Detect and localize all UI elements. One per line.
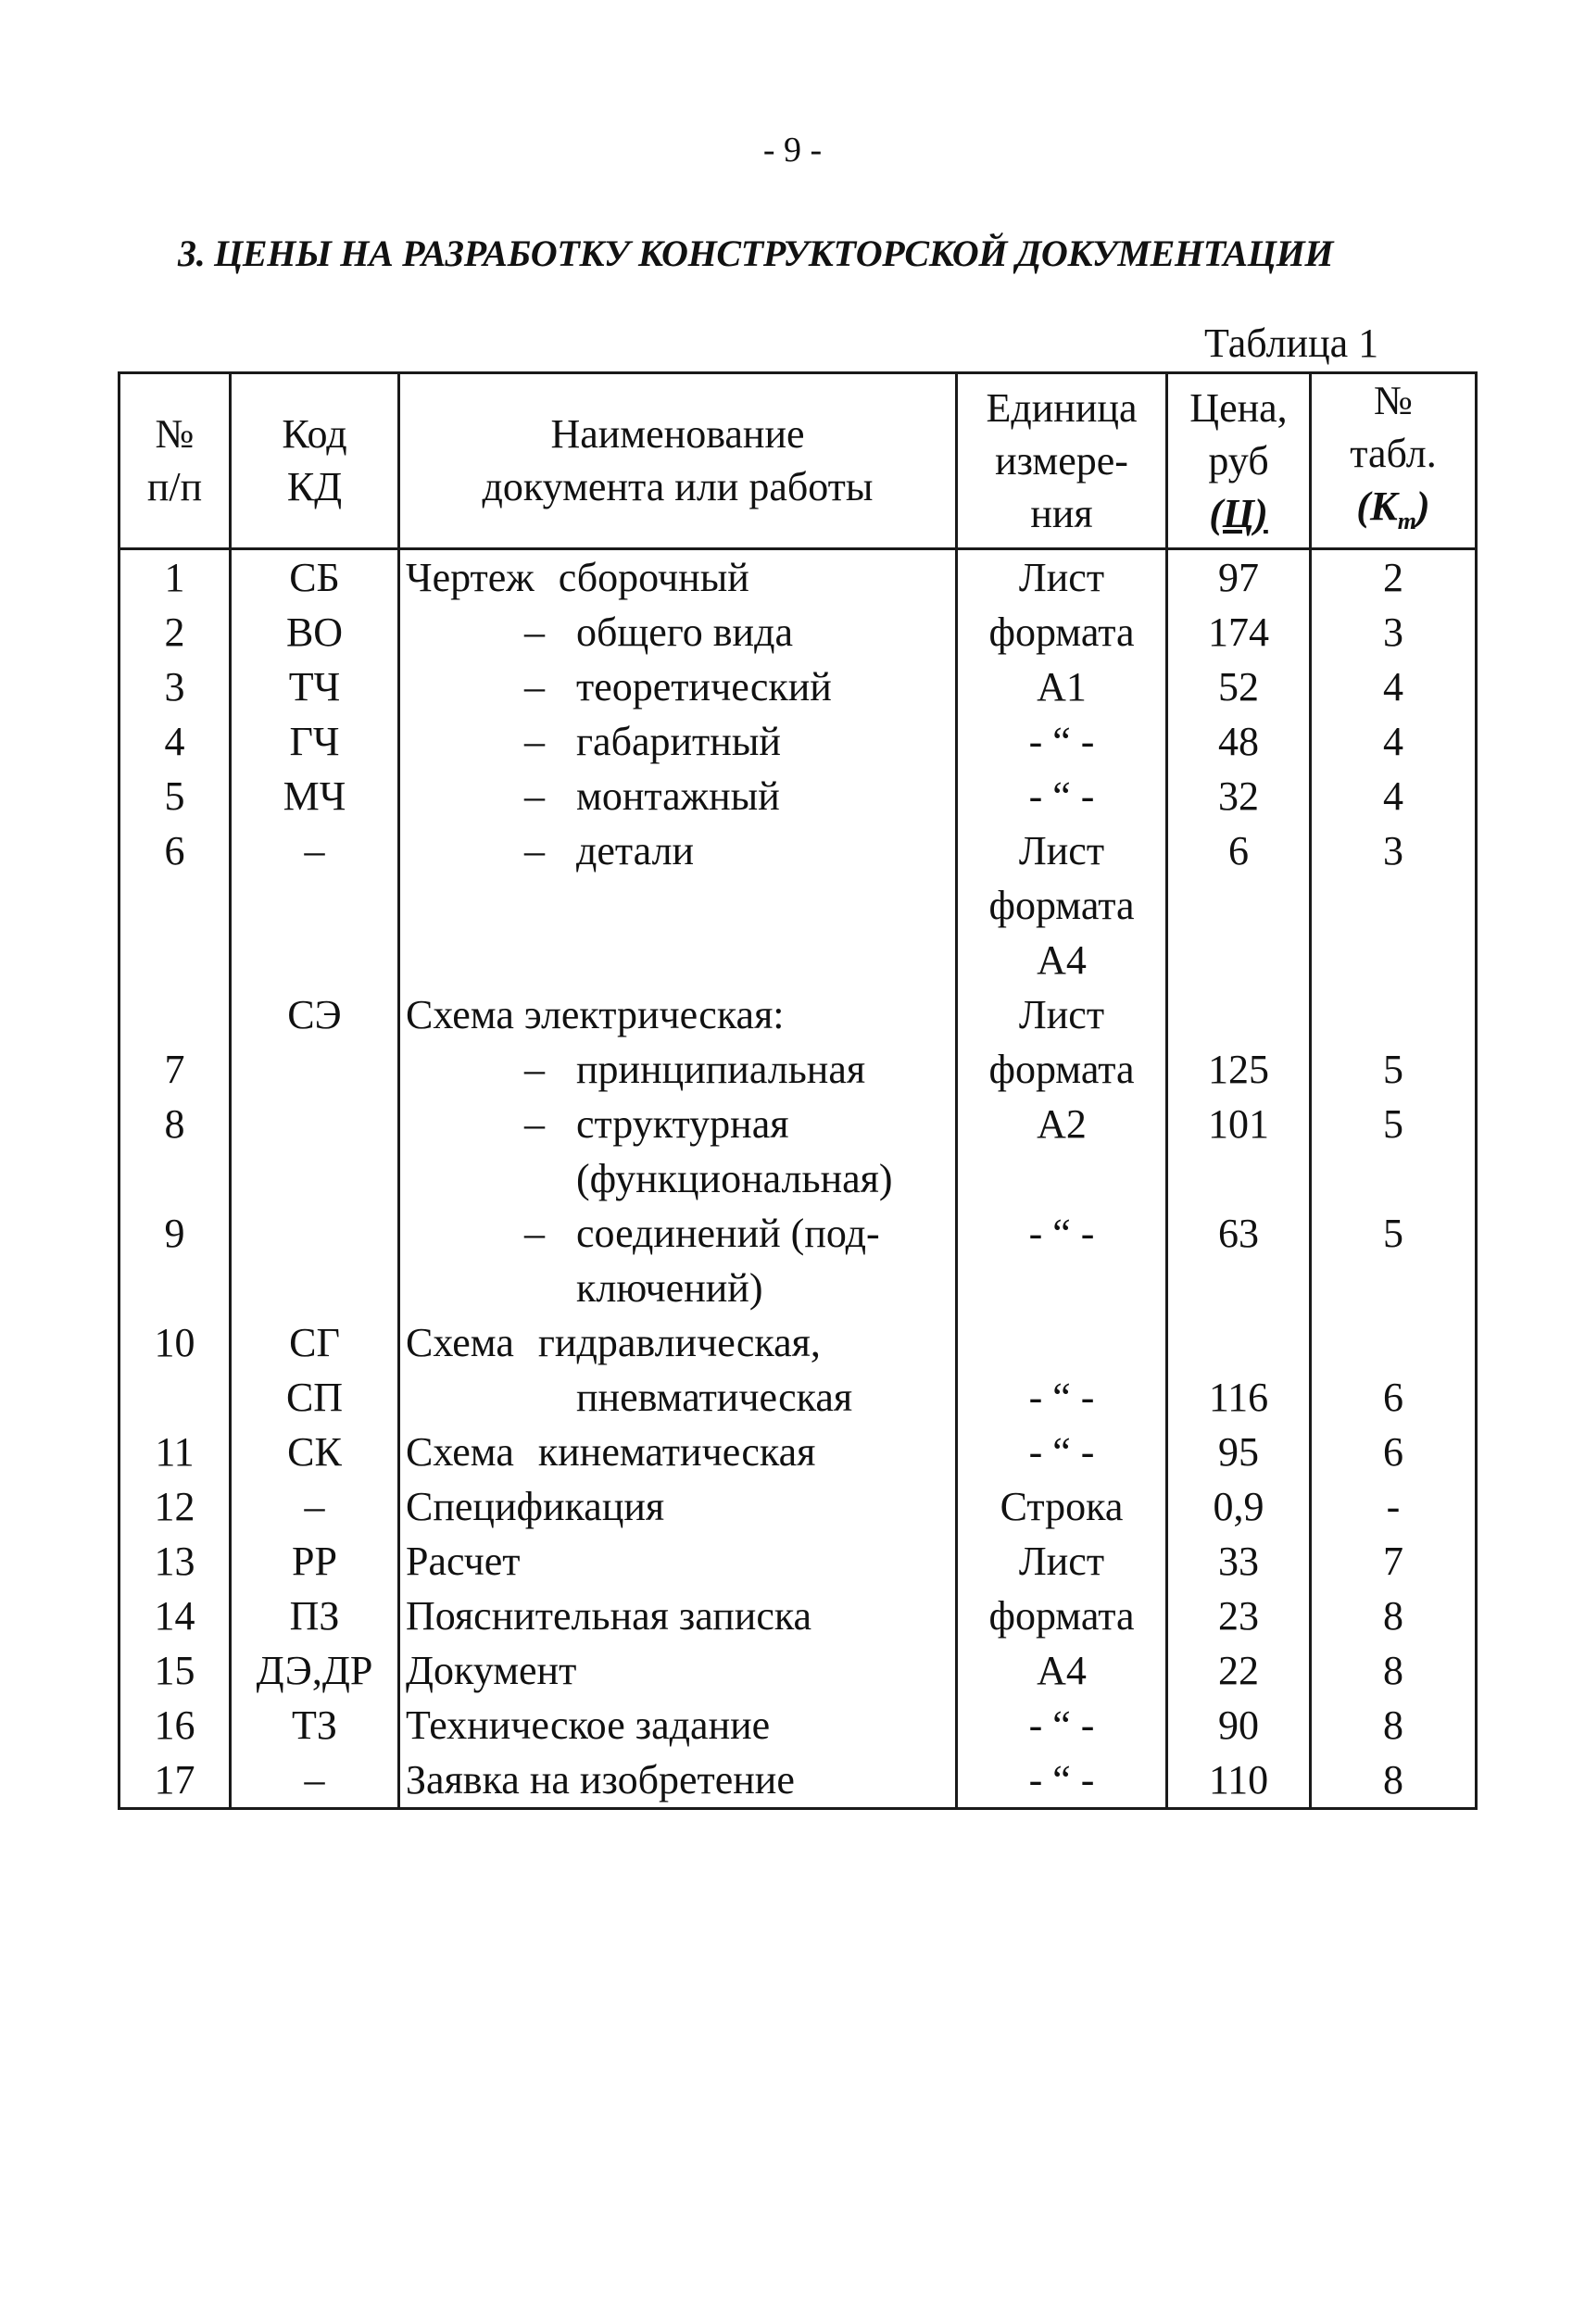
row-unit: А2 xyxy=(957,1097,1167,1206)
row-name: Техническое задание xyxy=(399,1698,957,1752)
row-num: 10 xyxy=(120,1315,231,1425)
row-price: 22 xyxy=(1167,1643,1311,1698)
row-num: 9 xyxy=(120,1206,231,1315)
table-row xyxy=(120,1042,1477,1097)
table-row xyxy=(120,660,1477,714)
row-unit: А1 xyxy=(957,660,1167,714)
row-name: Схема гидравлическая, пневматическая xyxy=(399,1315,957,1425)
row-table-no: 3 xyxy=(1311,823,1477,987)
row-code: ДЭ,ДР xyxy=(231,1643,399,1698)
header-num: № п/п xyxy=(120,373,231,549)
row-code: МЧ xyxy=(231,769,399,823)
row-name: Документ xyxy=(399,1643,957,1698)
header-table-no: № табл. $(К_т)$ xyxy=(1311,373,1477,549)
row-code xyxy=(231,1097,399,1206)
row-unit: Лист xyxy=(957,1534,1167,1589)
row-table-no: 4 xyxy=(1311,714,1477,769)
row-num: 13 xyxy=(120,1534,231,1589)
row-num: 4 xyxy=(120,714,231,769)
row-code xyxy=(231,1206,399,1315)
table-row xyxy=(120,548,1477,605)
row-price: 95 xyxy=(1167,1425,1311,1479)
row-num: 16 xyxy=(120,1698,231,1752)
row-code: – xyxy=(231,823,399,987)
row-code: – xyxy=(231,1752,399,1809)
row-unit: Лист xyxy=(957,987,1167,1042)
row-code: ТЧ xyxy=(231,660,399,714)
row-code: СБ xyxy=(231,548,399,605)
row-name: Схема электрическая: xyxy=(399,987,957,1042)
row-price: 174 xyxy=(1167,605,1311,660)
header-name: Наименование документа или работы xyxy=(399,373,957,549)
row-name: – габаритный xyxy=(399,714,957,769)
row-name: Расчет xyxy=(399,1534,957,1589)
row-price: 101 xyxy=(1167,1097,1311,1206)
row-price: 97 xyxy=(1167,548,1311,605)
row-num: 3 xyxy=(120,660,231,714)
price-table xyxy=(118,371,1478,1810)
row-table-no: 8 xyxy=(1311,1698,1477,1752)
row-num: 2 xyxy=(120,605,231,660)
table-row xyxy=(120,823,1477,987)
row-table-no: 2 xyxy=(1311,548,1477,605)
row-unit: - “ - xyxy=(957,1206,1167,1315)
row-unit: Строка xyxy=(957,1479,1167,1534)
row-code: ТЗ xyxy=(231,1698,399,1752)
table-row xyxy=(120,605,1477,660)
row-code xyxy=(231,1042,399,1097)
row-table-no: 4 xyxy=(1311,660,1477,714)
row-price: 125 xyxy=(1167,1042,1311,1097)
row-table-no: 8 xyxy=(1311,1589,1477,1643)
row-table-no xyxy=(1311,987,1477,1042)
row-name: – соединений (под- ключений) xyxy=(399,1206,957,1315)
row-num: 7 xyxy=(120,1042,231,1097)
table-row xyxy=(120,714,1477,769)
row-unit: - “ - xyxy=(957,1315,1167,1425)
row-price: 116 xyxy=(1167,1315,1311,1425)
row-unit: А4 xyxy=(957,1643,1167,1698)
table-row xyxy=(120,1097,1477,1206)
row-name: Пояснительная записка xyxy=(399,1589,957,1643)
table-row xyxy=(120,1425,1477,1479)
table-row xyxy=(120,1315,1477,1425)
row-table-no: 5 xyxy=(1311,1097,1477,1206)
table-row xyxy=(120,1752,1477,1809)
row-price: 32 xyxy=(1167,769,1311,823)
table-caption: Таблица 1 xyxy=(1204,320,1379,366)
row-name: Чертеж сборочный xyxy=(399,548,957,605)
row-code: ВО xyxy=(231,605,399,660)
table-row xyxy=(120,1534,1477,1589)
table-row xyxy=(120,769,1477,823)
row-num: 11 xyxy=(120,1425,231,1479)
row-name: Спецификация xyxy=(399,1479,957,1534)
row-name: – структурная (функциональная) xyxy=(399,1097,957,1206)
row-unit: формата xyxy=(957,1042,1167,1097)
page-number: - 9 - xyxy=(762,131,823,170)
row-unit: - “ - xyxy=(957,1425,1167,1479)
row-table-no: 6 xyxy=(1311,1425,1477,1479)
row-num: 8 xyxy=(120,1097,231,1206)
section-title: 3. ЦЕНЫ НА РАЗРАБОТКУ КОНСТРУКТОРСКОЙ ДОКУМЕНТАЦИИ xyxy=(178,232,1334,274)
row-table-no: 4 xyxy=(1311,769,1477,823)
row-num xyxy=(120,987,231,1042)
row-unit: - “ - xyxy=(957,769,1167,823)
row-price: 6 xyxy=(1167,823,1311,987)
row-code: СЭ xyxy=(231,987,399,1042)
row-price: 90 xyxy=(1167,1698,1311,1752)
header-code: Код КД xyxy=(231,373,399,549)
row-num: 15 xyxy=(120,1643,231,1698)
row-price xyxy=(1167,987,1311,1042)
row-code: СГ СП xyxy=(231,1315,399,1425)
row-unit: - “ - xyxy=(957,714,1167,769)
row-unit: Лист формата А4 xyxy=(957,823,1167,987)
row-price: 63 xyxy=(1167,1206,1311,1315)
row-unit: - “ - xyxy=(957,1698,1167,1752)
row-price: 110 xyxy=(1167,1752,1311,1809)
row-price: 0,9 xyxy=(1167,1479,1311,1534)
row-table-no: 5 xyxy=(1311,1042,1477,1097)
row-table-no: 3 xyxy=(1311,605,1477,660)
table-row xyxy=(120,1643,1477,1698)
table-header-row xyxy=(120,373,1477,549)
row-num: 17 xyxy=(120,1752,231,1809)
table-row xyxy=(120,1479,1477,1534)
table-row xyxy=(120,1206,1477,1315)
row-price: 48 xyxy=(1167,714,1311,769)
row-table-no: 7 xyxy=(1311,1534,1477,1589)
row-unit: Лист xyxy=(957,548,1167,605)
row-code: СК xyxy=(231,1425,399,1479)
row-table-no: 6 xyxy=(1311,1315,1477,1425)
row-table-no: 8 xyxy=(1311,1643,1477,1698)
row-code: – xyxy=(231,1479,399,1534)
row-price: 33 xyxy=(1167,1534,1311,1589)
header-unit: Единица измере- ния xyxy=(957,373,1167,549)
row-name: Схема кинематическая xyxy=(399,1425,957,1479)
table-row xyxy=(120,987,1477,1042)
row-name: – монтажный xyxy=(399,769,957,823)
row-code: ПЗ xyxy=(231,1589,399,1643)
row-code: ГЧ xyxy=(231,714,399,769)
row-num: 14 xyxy=(120,1589,231,1643)
row-table-no: - xyxy=(1311,1479,1477,1534)
row-table-no: 8 xyxy=(1311,1752,1477,1809)
row-num: 6 xyxy=(120,823,231,987)
row-unit: формата xyxy=(957,605,1167,660)
row-name: – теоретический xyxy=(399,660,957,714)
table-row xyxy=(120,1698,1477,1752)
header-price: Цена, руб (Ц) xyxy=(1167,373,1311,549)
row-price: 52 xyxy=(1167,660,1311,714)
row-name: – принципиальная xyxy=(399,1042,957,1097)
row-code: РР xyxy=(231,1534,399,1589)
row-name: – детали xyxy=(399,823,957,987)
row-table-no: 5 xyxy=(1311,1206,1477,1315)
row-num: 12 xyxy=(120,1479,231,1534)
row-name: – общего вида xyxy=(399,605,957,660)
row-unit: - “ - xyxy=(957,1752,1167,1809)
row-num: 5 xyxy=(120,769,231,823)
row-price: 23 xyxy=(1167,1589,1311,1643)
table-row xyxy=(120,1589,1477,1643)
row-unit: формата xyxy=(957,1589,1167,1643)
row-name: Заявка на изобретение xyxy=(399,1752,957,1809)
row-num: 1 xyxy=(120,548,231,605)
